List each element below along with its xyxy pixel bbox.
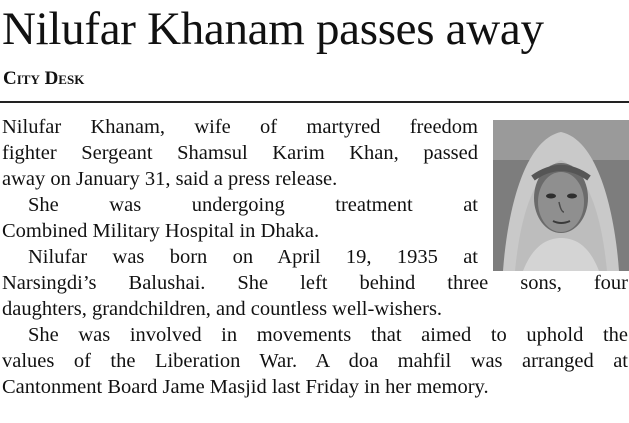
article-line: fighter Sergeant Shamsul Karim Khan, passed — [2, 142, 478, 164]
article-line: daughters, grandchildren, and countless well-wishers. — [2, 298, 443, 320]
byline: City Desk — [3, 68, 85, 89]
header-rule — [0, 101, 629, 103]
article-line: She was undergoing treatment at — [28, 194, 478, 216]
article-line: away on January 31, said a press release. — [2, 168, 338, 190]
article-body — [2, 114, 628, 400]
article-line: Combined Military Hospital in Dhaka. — [2, 220, 320, 242]
headline: Nilufar Khanam passes away — [2, 3, 544, 55]
article-line: Nilufar was born on April 19, 1935 at — [28, 246, 478, 268]
article-line: She was involved in movements that aimed to uphold the — [28, 324, 628, 346]
article-line: Nilufar Khanam, wife of martyred freedom — [2, 116, 478, 138]
article-line: Cantonment Board Jame Masjid last Friday in her memory. — [2, 376, 489, 398]
article-line: values of the Liberation War. A doa mahfil was arranged at — [2, 350, 628, 372]
article-line: Narsingdi’s Balushai. She left behind three sons, four — [2, 272, 628, 294]
